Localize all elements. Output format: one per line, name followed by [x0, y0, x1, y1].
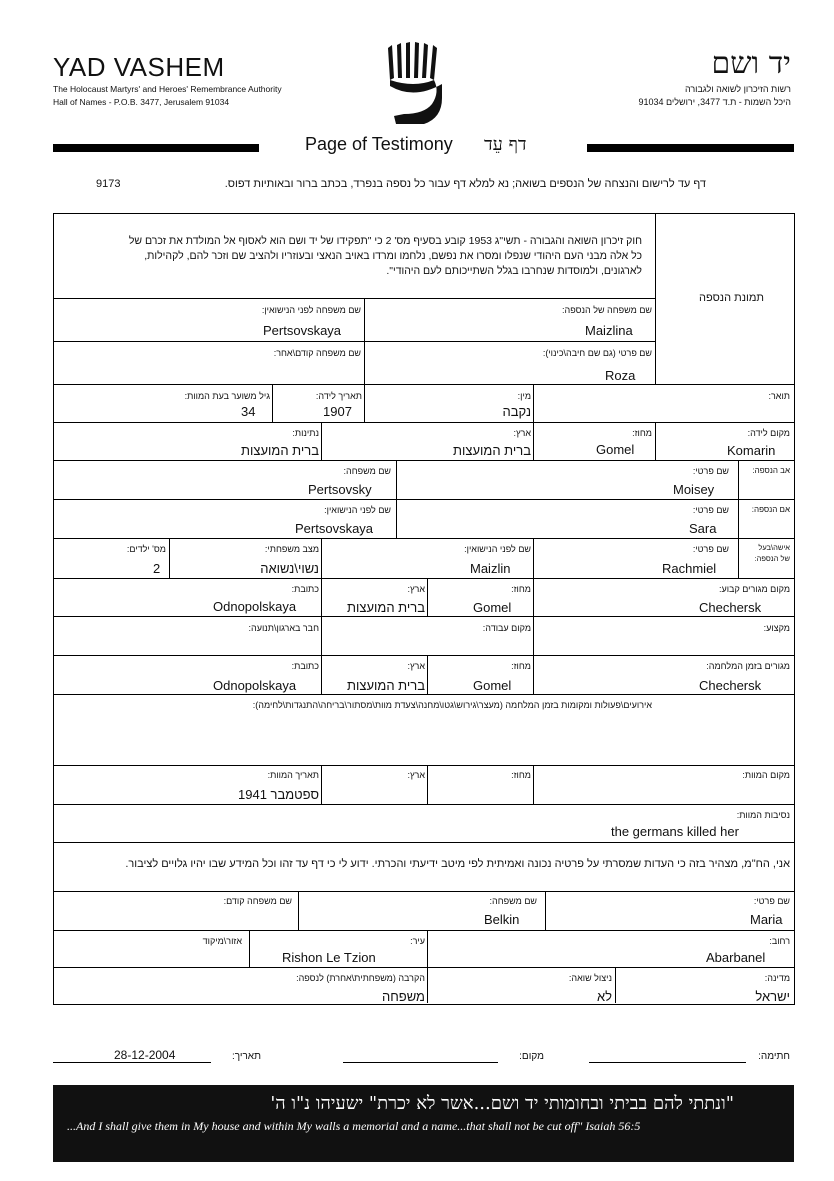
footer-quote-en: ...And I shall give them in My house and within My walls a memorial and a name...that shall not be cut off" Isaiah 56:5	[67, 1119, 641, 1133]
wartime-region-label: מחוז:	[511, 661, 531, 671]
submitter-country-label: מדינה:	[764, 973, 790, 983]
page-title-en: Page of Testimony	[305, 134, 453, 154]
org-subtitle-en-2: Hall of Names - P.O.B. 3477, Jerusalem 91034	[53, 97, 230, 107]
date-value[interactable]: 28-12-2004	[114, 1048, 176, 1062]
org-subtitle-he-2: היכל השמות - ת.ד 3477, ירושלים 91034	[638, 97, 791, 107]
org-subtitle-he-1: רשות הזיכרון לשואה ולגבורה	[684, 84, 791, 94]
mother-first-value[interactable]: Sara	[689, 521, 717, 536]
date-label: תאריך:	[231, 1051, 261, 1062]
first-name-value[interactable]: Roza	[605, 368, 636, 383]
residence-label: מקום מגורים קבוע:	[718, 584, 790, 594]
submitter-zip-label: אזור\מיקוד	[202, 936, 242, 946]
submitter-prev-label: שם משפחה קודם:	[223, 896, 292, 906]
birth-date-label: תאריך לידה:	[315, 391, 362, 401]
submitter-first-label: שם פרטי:	[753, 896, 790, 906]
wartime-address-value[interactable]: Odnopolskaya	[213, 678, 297, 693]
birth-date-value[interactable]: 1907	[323, 404, 352, 419]
age-label: גיל משוער בעת המוות:	[184, 391, 270, 401]
yad-vashem-logo	[384, 40, 446, 130]
declaration-text: אני, הח"מ, מצהיר בזה כי העדות שמסרתי על פרטיה נכונה ואמיתית לפי מיטב ידיעתי והכרתי. ידוע לי כי דף עד זהו וכל המידע שבו יהיו גלויים לציבור.	[125, 858, 790, 870]
instructions: דף עד לרישום והנצחה של הנספים בשואה; נא למלא דף עבור כל נספה בנפרד, בכתב ברור ובאותיות דפוס.	[224, 178, 706, 190]
workplace-label: מקום עבודה:	[482, 623, 531, 633]
spouse-first-value[interactable]: Rachmiel	[662, 561, 717, 576]
submitter-city-value[interactable]: Rishon Le Tzion	[282, 950, 376, 965]
gender-label: מין:	[517, 391, 531, 401]
profession-label: מקצוע:	[763, 623, 790, 633]
children-value[interactable]: 2	[153, 561, 161, 576]
death-date-value[interactable]: ספטמבר 1941	[238, 787, 319, 802]
birth-place-label: מקום לידה:	[747, 428, 790, 438]
death-circumstances-value[interactable]: the germans killed her	[611, 824, 739, 839]
photo-label: תמונת הנספה	[699, 292, 764, 304]
age-value[interactable]: 34	[241, 404, 256, 419]
spouse-maiden-value[interactable]: Maizlin	[470, 561, 511, 576]
birth-place-value[interactable]: Komarin	[727, 443, 776, 458]
spouse-side-label-1: אישה\בעל	[758, 543, 790, 552]
page-title-he: דף עֵד	[484, 134, 527, 155]
marital-status-value[interactable]: נשוי\נשואה	[260, 561, 319, 576]
birth-region-label: מחוז:	[632, 428, 652, 438]
place-line[interactable]	[343, 1062, 498, 1063]
submitter-last-label: שם משפחה:	[489, 896, 537, 906]
relation-label: הקרבה (משפחתית\אחרת) לנספה:	[296, 973, 425, 983]
submitter-city-label: עיר:	[410, 936, 425, 946]
wartime-country-value[interactable]: ברית המועצות	[347, 678, 425, 693]
date-line[interactable]	[53, 1062, 211, 1063]
footer-banner	[53, 1085, 794, 1162]
wartime-country-label: ארץ:	[407, 661, 425, 671]
maiden-name-label: שם משפחה לפני הנישואין:	[261, 305, 361, 315]
submitter-last-value[interactable]: Belkin	[484, 912, 520, 927]
wartime-events-label: אירועים\פעולות ומקומות בזמן המלחמה (מעצר\גירוש\גטו\מחנה\צעדת מוות\מסתור\בריחה\התנגדות\לחימה):	[252, 700, 652, 710]
children-label: מס' ילדים:	[126, 544, 166, 554]
residence-address-label: כתובת:	[291, 584, 319, 594]
submitter-street-value[interactable]: Abarbanel	[706, 950, 766, 965]
org-name-he: יד ושם	[711, 46, 791, 81]
wartime-region-value[interactable]: Gomel	[473, 678, 512, 693]
law-text-2: כל אלה מבני העם היהודי שנפלו ומסרו את נפשם, נלחמו ומרדו באויב הנאצי ובעוזריו ולהציב שם וזכר להם, לקהילות,	[144, 250, 642, 262]
mother-side-label: אם הנספה:	[751, 505, 790, 514]
org-subtitle-en-1: The Holocaust Martyrs' and Heroes' Remembrance Authority	[53, 84, 282, 94]
footer-quote-he: "ונתתי להם בביתי ובחומותי יד ושם...אשר לא יכרת" ישעיהו נ"ו ה'	[270, 1093, 734, 1114]
form-number: 9173	[96, 178, 121, 190]
father-side-label: אב הנספה:	[752, 466, 790, 475]
submitter-street-label: רחוב:	[769, 936, 790, 946]
birth-region-value[interactable]: Gomel	[596, 442, 635, 457]
wartime-place-label: מגורים בזמן המלחמה:	[706, 661, 790, 671]
member-label: חבר בארגון\תנועה:	[248, 623, 319, 633]
nationality-label: נתינות:	[292, 428, 319, 438]
gender-value[interactable]: נקבה	[502, 404, 531, 419]
spouse-first-label: שם פרטי:	[692, 544, 729, 554]
first-name-label: שם פרטי (גם שם חיבה\כינוי):	[542, 348, 652, 358]
residence-address-value[interactable]: Odnopolskaya	[213, 599, 297, 614]
org-name-en: YAD VASHEM	[53, 52, 225, 82]
residence-country-label: ארץ:	[407, 584, 425, 594]
death-region-label: מחוז:	[511, 770, 531, 780]
birth-country-label: ארץ:	[513, 428, 531, 438]
mother-maiden-value[interactable]: Pertsovskaya	[295, 521, 374, 536]
signature-label: חתימה:	[758, 1051, 790, 1062]
title-bar-right	[587, 144, 794, 152]
law-text-3: לארגונים, ולמוסדות שנחרבו בגלל השתייכותם לעם היהודי".	[386, 265, 642, 277]
submitter-first-value[interactable]: Maria	[750, 912, 783, 927]
survivor-value[interactable]: לא	[596, 989, 612, 1004]
survivor-label: ניצול שואה:	[568, 973, 612, 983]
wartime-place-value[interactable]: Chechersk	[699, 678, 762, 693]
nationality-value[interactable]: ברית המועצות	[241, 443, 319, 458]
death-date-label: תאריך המוות:	[267, 770, 319, 780]
last-name-value[interactable]: Maizlina	[585, 323, 633, 338]
signature-line[interactable]	[589, 1062, 746, 1063]
death-circumstances-label: נסיבות המוות:	[736, 810, 790, 820]
prev-name-label: שם משפחה קודם\אחר:	[273, 348, 361, 358]
father-last-value[interactable]: Pertsovsky	[308, 482, 372, 497]
residence-region-label: מחוז:	[511, 584, 531, 594]
law-text-1: חוק זיכרון השואה והגבורה - תשי"ג 1953 קובע בסעיף מס' 2 כי "תפקידו של יד ושם הוא לאסוף אל המולדת את זכרם של	[128, 235, 642, 247]
marital-status-label: מצב משפחתי:	[264, 544, 319, 554]
title-bar-left	[53, 144, 259, 152]
spouse-side-label-2: של הנספה:	[754, 554, 790, 563]
place-label: מקום:	[519, 1051, 544, 1062]
wartime-address-label: כתובת:	[291, 661, 319, 671]
title-label: תואר:	[768, 391, 790, 401]
mother-maiden-label: שם לפני הנישואין:	[324, 505, 391, 515]
death-place-label: מקום המוות:	[742, 770, 790, 780]
death-country-label: ארץ:	[407, 770, 425, 780]
maiden-name-value[interactable]: Pertsovskaya	[263, 323, 342, 338]
residence-value[interactable]: Chechersk	[699, 600, 762, 615]
residence-country-value[interactable]: ברית המועצות	[347, 600, 425, 615]
birth-country-value[interactable]: ברית המועצות	[453, 443, 531, 458]
last-name-label: שם משפחה של הנספה:	[561, 305, 652, 315]
residence-region-value[interactable]: Gomel	[473, 600, 512, 615]
spouse-maiden-label: שם לפני הנישואין:	[464, 544, 531, 554]
relation-value[interactable]: משפחה	[381, 989, 425, 1004]
father-first-label: שם פרטי:	[692, 466, 729, 476]
submitter-country-value[interactable]: ישראל	[755, 989, 790, 1004]
father-first-value[interactable]: Moisey	[673, 482, 715, 497]
father-last-label: שם משפחה:	[343, 466, 391, 476]
mother-first-label: שם פרטי:	[692, 505, 729, 515]
